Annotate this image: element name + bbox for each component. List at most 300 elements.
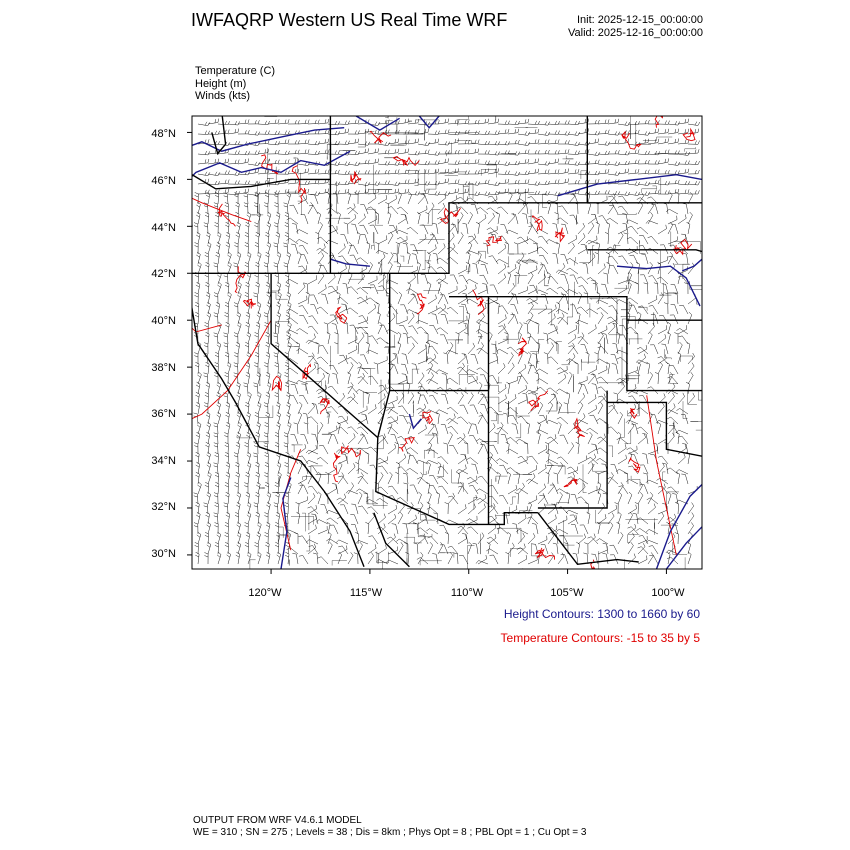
wind-barb <box>628 226 638 234</box>
wind-barb <box>494 433 498 445</box>
wind-barb <box>448 139 459 145</box>
lat-label-38: 38°N <box>151 362 176 374</box>
wind-barb <box>462 534 468 545</box>
wind-barb <box>308 525 316 534</box>
wind-barb <box>558 374 566 384</box>
wind-barb <box>441 424 448 434</box>
wind-barb <box>338 189 349 194</box>
wind-barb <box>428 492 431 504</box>
county-line <box>581 168 587 179</box>
wind-barb <box>678 336 688 344</box>
wind-barb <box>214 333 218 344</box>
wind-barb <box>561 294 568 304</box>
county-line <box>592 465 607 471</box>
wind-barb <box>658 170 669 174</box>
wind-barb <box>472 424 478 434</box>
wind-barb <box>678 393 685 404</box>
wind-barb <box>538 504 546 514</box>
wind-barb <box>489 506 499 514</box>
wind-barb <box>358 362 362 374</box>
wind-barb <box>570 305 578 314</box>
county-line <box>426 260 432 261</box>
wind-barb <box>532 354 538 365</box>
wind-barb <box>227 552 231 564</box>
wind-barb <box>528 266 537 274</box>
wind-barb <box>648 372 653 384</box>
wind-barb <box>298 283 305 294</box>
wind-barb <box>266 342 270 354</box>
wind-barb <box>588 486 597 494</box>
wind-barb <box>538 191 550 195</box>
wind-barb <box>478 141 490 145</box>
wind-barb <box>255 492 259 504</box>
wind-barb <box>556 309 568 314</box>
wind-barb <box>675 532 679 544</box>
wind-barb <box>418 142 430 146</box>
wind-barb <box>467 477 478 484</box>
wind-barb <box>428 191 440 195</box>
wind-barb <box>348 552 353 564</box>
wind-barb <box>378 170 389 174</box>
wind-barb <box>274 503 278 514</box>
wind-barb <box>301 215 308 225</box>
wind-barb <box>488 534 496 544</box>
wind-barb <box>425 212 429 224</box>
wind-barb <box>508 377 518 385</box>
wind-barb <box>566 392 569 404</box>
wind-barb <box>627 237 638 244</box>
wind-barb <box>558 131 570 135</box>
wind-barb <box>438 243 445 254</box>
wind-barb <box>378 472 383 484</box>
wind-barb <box>325 472 329 484</box>
wind-barb <box>264 513 268 525</box>
wind-barb <box>287 338 298 345</box>
wind-barb <box>438 130 449 135</box>
wind-barb <box>688 149 699 154</box>
wind-barb <box>498 363 505 374</box>
wind-barb <box>528 150 539 154</box>
wind-barb <box>658 256 667 264</box>
wind-barb <box>657 478 669 484</box>
wind-barb <box>402 523 408 534</box>
wind-barb <box>338 494 346 504</box>
wind-barb <box>464 333 468 345</box>
county-line <box>376 561 382 576</box>
wind-barb <box>668 403 675 414</box>
county-line <box>559 407 575 413</box>
wind-barb <box>398 292 402 304</box>
wind-barb <box>226 472 230 484</box>
wind-barb <box>658 362 663 374</box>
lat-label-40: 40°N <box>151 315 176 327</box>
wind-barb <box>506 442 510 454</box>
height-contour <box>657 485 703 570</box>
wind-barb <box>267 292 271 304</box>
wind-barb <box>398 393 404 404</box>
wind-barb <box>575 322 579 334</box>
wind-barb <box>338 393 345 404</box>
wind-barb <box>348 393 355 404</box>
county-line <box>629 339 643 345</box>
wind-barb <box>546 452 550 464</box>
wind-barb <box>598 514 606 524</box>
wind-barb <box>608 522 613 534</box>
wind-barb <box>358 406 367 414</box>
wind-barb <box>396 242 400 254</box>
wind-barb <box>368 130 379 134</box>
wind-barb <box>318 422 323 434</box>
county-line <box>256 108 277 117</box>
county-line <box>418 522 432 537</box>
wind-barb <box>438 466 448 474</box>
wind-barb <box>438 119 449 124</box>
county-line <box>575 257 576 266</box>
wind-barb <box>468 285 476 295</box>
county-line <box>363 392 377 407</box>
wind-barb <box>566 289 578 294</box>
wind-barb <box>421 515 428 525</box>
wind-barb <box>306 450 318 454</box>
county-line <box>515 568 523 579</box>
wind-barb <box>198 190 209 194</box>
wind-barb <box>207 242 211 254</box>
wind-barb <box>398 542 403 554</box>
wind-barb <box>478 555 487 564</box>
wind-barb <box>458 232 463 244</box>
wind-barb <box>635 502 639 514</box>
wind-barb <box>457 437 468 444</box>
wind-barb <box>338 473 344 485</box>
wind-barb <box>667 417 678 424</box>
wind-barb <box>228 129 239 134</box>
county-line <box>426 169 436 189</box>
wind-barb <box>628 492 632 504</box>
wind-barb <box>463 323 468 334</box>
temperature-contour-note: Temperature Contours: -15 to 35 by 5 <box>500 631 700 645</box>
wind-barb <box>651 314 658 324</box>
wind-barb <box>368 262 373 274</box>
county-line <box>537 352 540 368</box>
wind-barb <box>648 129 659 134</box>
wind-barb <box>540 265 548 274</box>
wind-barb <box>265 252 269 264</box>
wind-barb <box>388 161 400 165</box>
wind-barb <box>468 504 476 514</box>
wind-barb <box>227 362 231 374</box>
wind-barb <box>426 410 438 414</box>
wind-barb <box>275 542 279 554</box>
wind-barb <box>568 334 576 344</box>
wind-barb <box>418 129 429 134</box>
county-line <box>514 275 527 286</box>
wind-barb <box>378 274 386 284</box>
wind-barb <box>561 255 569 264</box>
wind-barb <box>688 552 691 564</box>
wind-barb <box>247 462 251 474</box>
county-line <box>302 513 306 531</box>
wind-barb <box>418 161 430 165</box>
wind-barb <box>627 298 638 304</box>
wind-barb <box>528 473 535 484</box>
wind-barb <box>308 417 319 424</box>
wind-barb <box>338 141 350 145</box>
wind-barb <box>588 534 595 544</box>
wind-barb <box>265 232 269 244</box>
wind-barb <box>217 532 221 544</box>
wind-barb <box>248 162 260 166</box>
wind-barb <box>318 557 329 564</box>
wind-barb <box>498 274 506 284</box>
wind-barb <box>236 232 240 244</box>
wind-barb <box>688 190 699 194</box>
wind-barb <box>246 412 250 424</box>
wind-barb <box>574 203 578 214</box>
temperature-contour <box>629 458 640 473</box>
wind-barb <box>428 233 434 244</box>
county-line <box>640 240 646 253</box>
wind-barb <box>478 119 489 124</box>
wind-barb <box>428 282 431 294</box>
wind-barb <box>458 265 467 274</box>
wind-barb <box>412 254 418 264</box>
wind-barb <box>509 415 518 424</box>
wind-barb <box>306 292 310 304</box>
wind-barb <box>618 169 629 174</box>
wind-barb <box>348 130 360 134</box>
wind-barb <box>198 151 210 155</box>
county-line <box>696 420 707 431</box>
county-line <box>698 391 713 400</box>
wind-barb <box>468 422 472 434</box>
wind-barb <box>458 526 468 534</box>
county-line <box>404 405 414 417</box>
wind-barb <box>558 516 567 524</box>
wind-barb <box>567 268 579 274</box>
wind-barb <box>523 393 529 404</box>
wind-barb <box>477 208 488 215</box>
wind-barb <box>548 180 559 185</box>
wind-barb <box>618 383 625 394</box>
wind-barb <box>618 226 627 235</box>
wind-barb <box>524 323 529 334</box>
wind-barb <box>612 364 618 374</box>
wind-barb <box>408 274 416 284</box>
wind-barb <box>257 392 261 404</box>
wind-barb <box>568 142 580 146</box>
wind-barb <box>357 367 368 374</box>
wind-barb <box>663 463 669 474</box>
wind-barb <box>264 203 268 214</box>
temperature-contour <box>235 266 245 292</box>
wind-barb <box>478 442 483 454</box>
wind-barb <box>308 403 315 414</box>
wind-barb <box>348 204 355 215</box>
wind-barb <box>650 345 658 354</box>
wind-barb <box>311 514 318 524</box>
wind-barb <box>214 263 218 274</box>
wind-barb <box>390 365 398 374</box>
wind-barb <box>688 522 694 534</box>
wind-barb <box>215 482 219 494</box>
temperature-contour <box>417 294 426 314</box>
wind-barb <box>628 505 637 514</box>
county-line <box>685 147 696 152</box>
wind-barb <box>217 232 221 244</box>
wind-barb <box>498 264 506 274</box>
wind-barb <box>343 323 348 334</box>
temperature-contour <box>622 132 641 149</box>
wind-barb <box>318 222 323 234</box>
wind-barb <box>328 286 338 294</box>
county-line <box>385 109 388 119</box>
wind-barb <box>472 263 478 274</box>
wind-barb <box>568 515 577 524</box>
wind-barb <box>548 343 554 355</box>
county-line <box>374 437 383 449</box>
wind-barb <box>628 169 639 174</box>
wind-barb <box>306 540 318 544</box>
county-line <box>457 104 468 126</box>
wind-barb <box>440 295 448 304</box>
wind-barb <box>223 333 228 344</box>
wind-barb <box>528 216 538 224</box>
county-line <box>412 401 413 405</box>
wind-barb <box>478 286 487 294</box>
county-line <box>590 299 604 300</box>
wind-barb <box>658 334 666 344</box>
wind-barb <box>548 462 552 474</box>
wind-barb <box>627 448 638 454</box>
wind-barb <box>648 332 652 344</box>
wind-barb <box>256 422 260 434</box>
temperature-contour <box>272 376 281 390</box>
county-line <box>496 507 510 516</box>
wind-barb <box>378 545 386 554</box>
wind-barb <box>588 152 600 156</box>
wind-barb <box>671 305 678 315</box>
wind-barb <box>234 333 238 344</box>
field-list <box>195 65 275 103</box>
wind-barb <box>628 542 633 554</box>
wind-barb <box>668 383 675 394</box>
wind-barb <box>592 384 598 394</box>
wind-barb <box>275 322 279 334</box>
wind-barb <box>248 151 260 155</box>
wind-barb <box>368 148 379 154</box>
wind-barb <box>374 363 378 374</box>
wind-barb <box>298 149 309 154</box>
wind-barb <box>634 333 638 344</box>
wind-barb <box>398 376 407 384</box>
wind-barb <box>568 169 579 174</box>
wind-barb <box>360 225 369 234</box>
lon-label-105: 105°W <box>550 587 584 599</box>
wind-barb <box>258 131 270 135</box>
wind-barb <box>330 435 338 444</box>
wind-barb <box>414 523 418 534</box>
wind-barb <box>284 203 289 214</box>
wind-barb <box>356 489 368 494</box>
wind-barb <box>524 443 528 454</box>
wind-barb <box>317 307 328 314</box>
wind-barb <box>340 505 348 514</box>
wind-barb <box>446 350 458 354</box>
wind-barb <box>330 315 338 324</box>
wind-barb <box>234 353 238 365</box>
wind-barb <box>628 160 639 164</box>
county-line <box>449 306 464 321</box>
wind-barb <box>658 325 667 334</box>
county-line <box>447 340 463 354</box>
wind-barb <box>228 160 239 164</box>
wind-barb <box>387 287 398 294</box>
wind-barb <box>463 293 469 304</box>
wind-barb <box>388 396 397 404</box>
wind-barb <box>255 272 259 284</box>
wind-barb <box>478 494 486 504</box>
wind-barb <box>532 524 538 535</box>
wind-barb <box>581 244 588 254</box>
county-line <box>688 391 697 405</box>
wind-barb <box>528 129 539 134</box>
wind-barb <box>245 232 249 244</box>
wind-barb <box>442 374 448 384</box>
wind-barb <box>440 335 448 344</box>
wind-barb <box>398 406 408 414</box>
wind-barb <box>668 492 671 504</box>
wind-barb <box>568 243 575 254</box>
wind-barb <box>640 485 648 494</box>
wind-barb <box>618 122 630 126</box>
wind-barb <box>598 332 603 344</box>
wind-barb <box>468 343 475 354</box>
wind-barb <box>378 322 382 334</box>
wind-barb <box>207 312 211 324</box>
wind-barb <box>488 119 499 124</box>
wind-barb <box>248 192 260 196</box>
county-line <box>625 430 631 444</box>
wind-barb <box>206 302 210 314</box>
wind-barb <box>588 394 596 404</box>
wind-barb <box>328 386 338 394</box>
wind-barb <box>195 452 199 464</box>
wind-barb <box>428 537 439 544</box>
county-line <box>408 121 412 123</box>
wind-barb <box>568 121 580 125</box>
wind-barb <box>448 161 460 165</box>
wind-barb <box>318 492 321 504</box>
wind-barb <box>317 237 328 244</box>
wind-barb <box>418 356 427 364</box>
county-line <box>592 246 594 266</box>
wind-barb <box>299 245 308 254</box>
wind-barb <box>204 503 209 514</box>
wind-barb <box>458 212 463 224</box>
wind-barb <box>299 556 308 565</box>
wind-barb <box>234 243 238 255</box>
wind-barb <box>608 172 620 176</box>
wind-barb <box>195 312 199 324</box>
wind-barb <box>266 392 270 404</box>
county-line <box>325 380 329 398</box>
wind-barb <box>468 376 478 384</box>
wind-barb <box>499 306 509 314</box>
wind-barb <box>547 272 550 284</box>
wind-barb <box>368 376 378 384</box>
wind-barb <box>481 264 488 274</box>
wind-barb <box>578 376 587 384</box>
